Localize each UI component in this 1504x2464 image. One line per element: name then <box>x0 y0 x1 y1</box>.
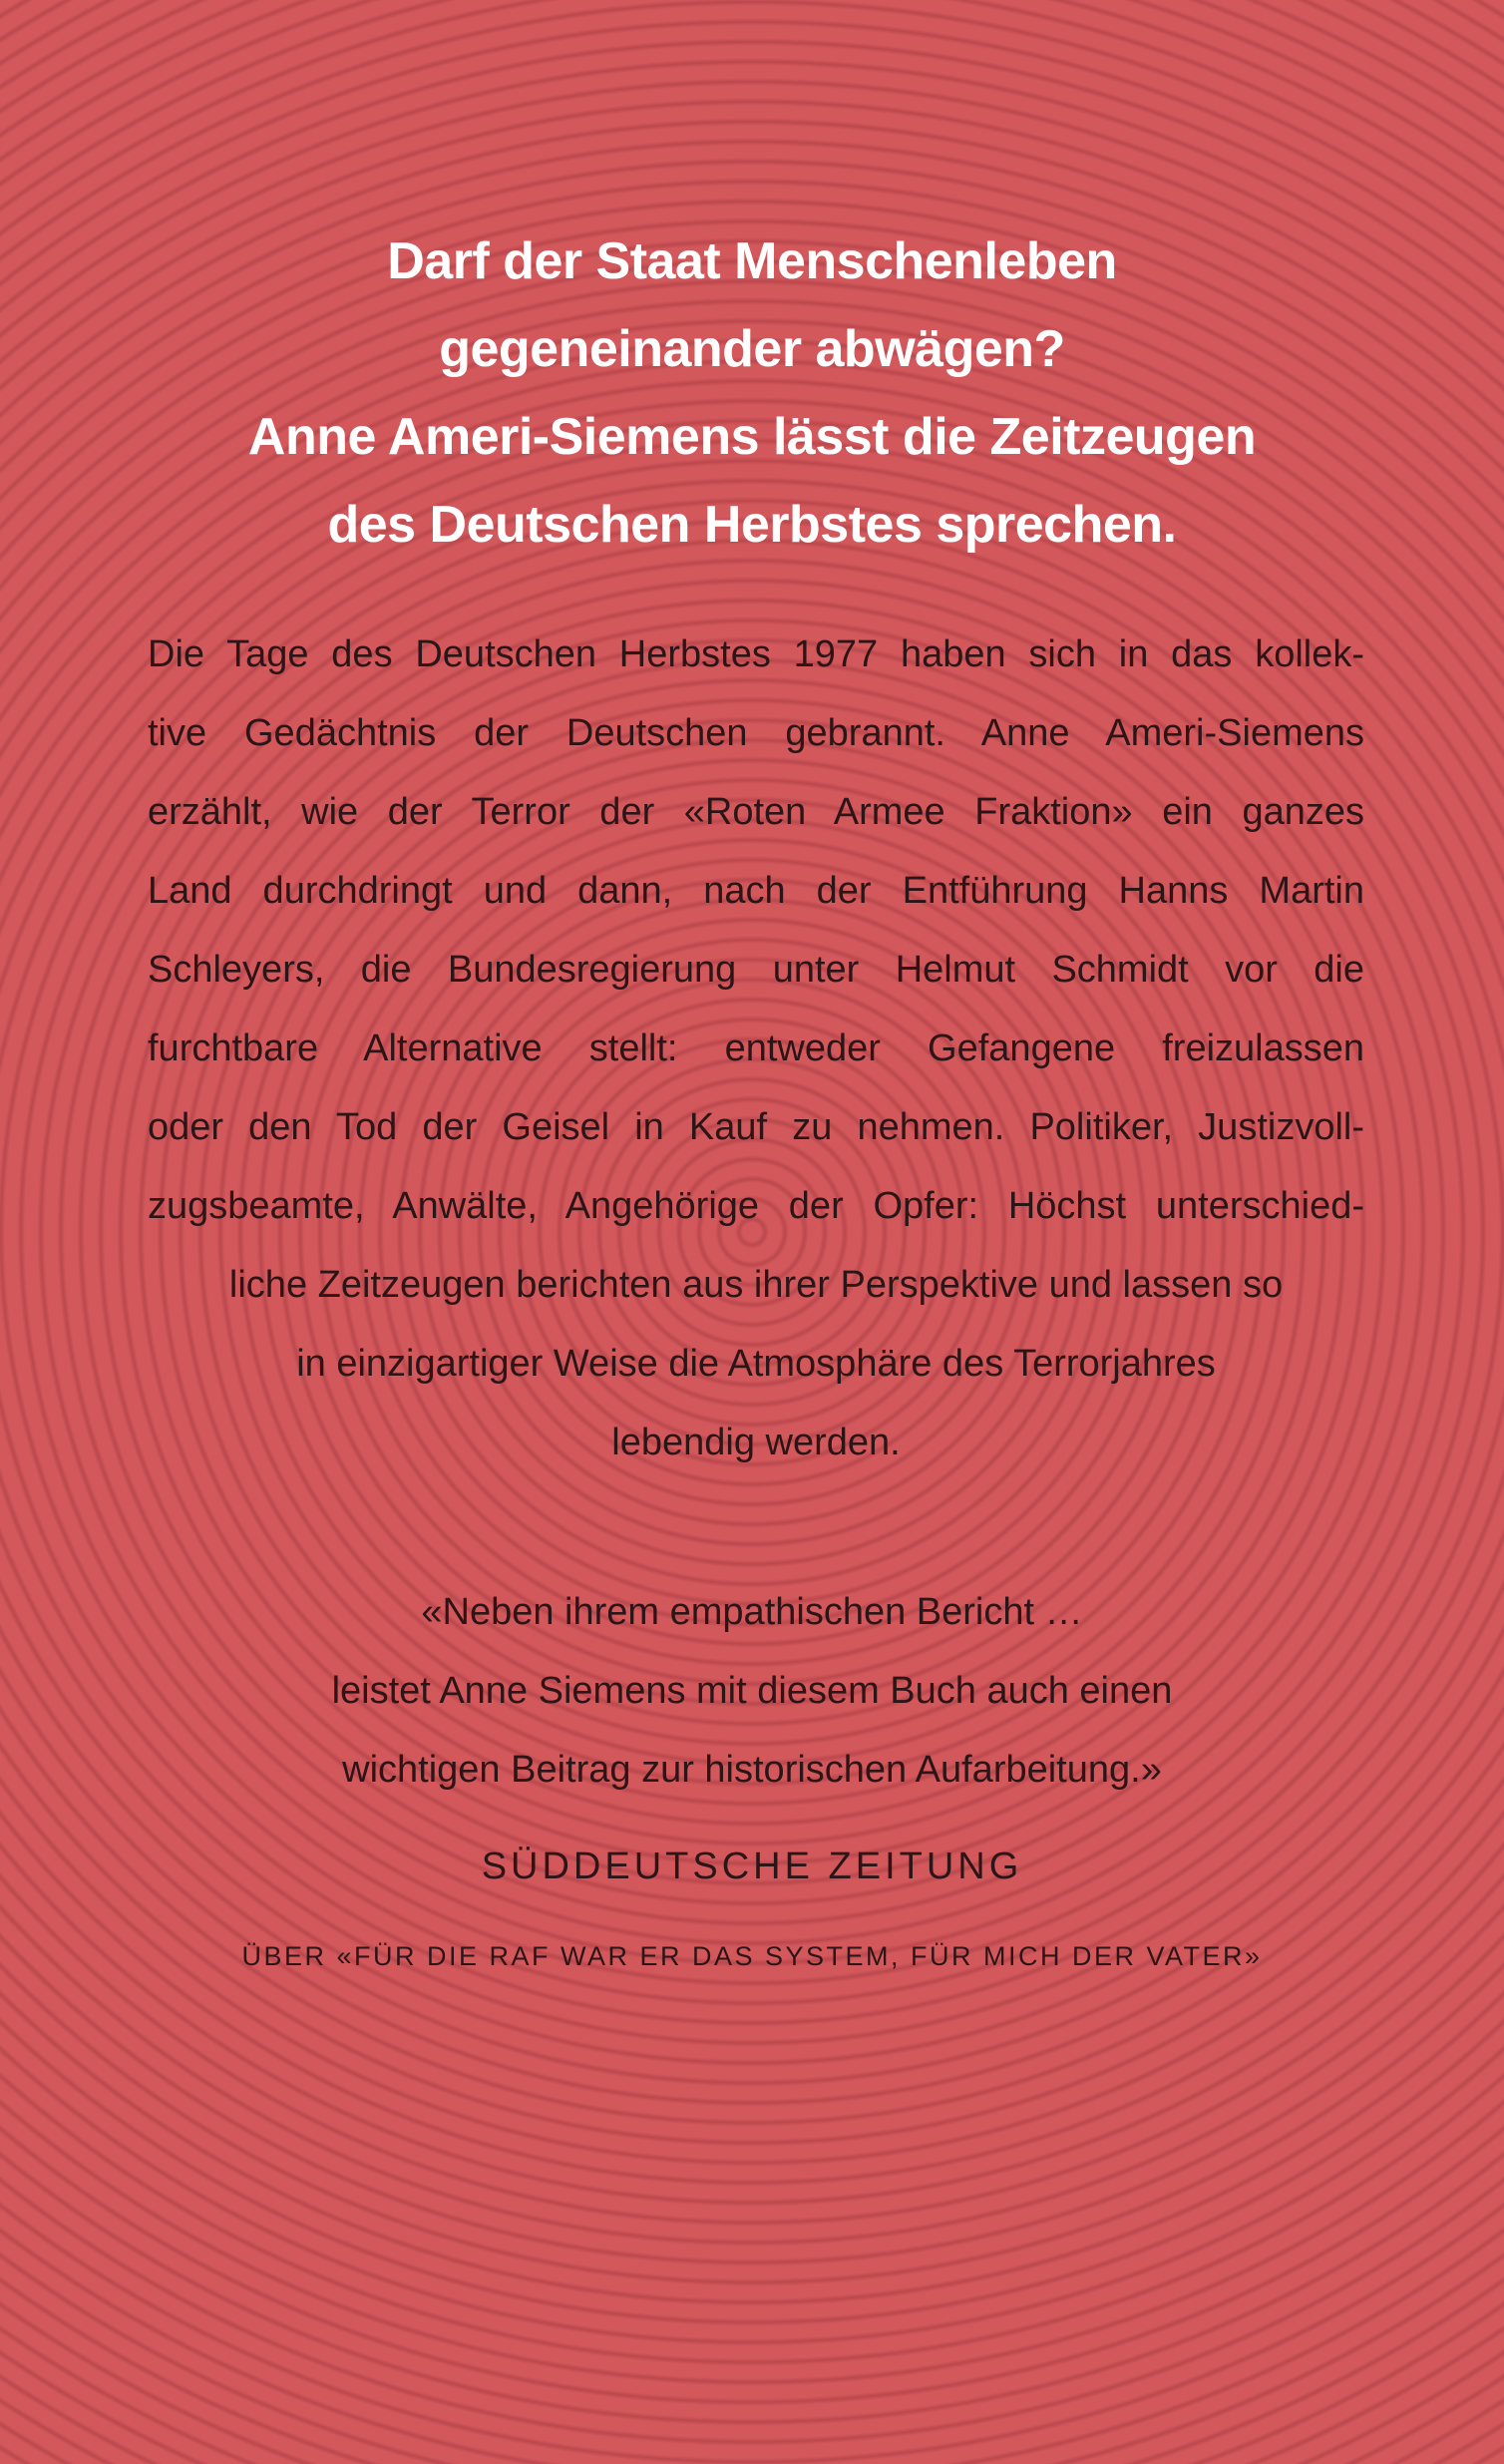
quote-line: wichtigen Beitrag zur historischen Aufarbeitung.» <box>342 1749 1162 1791</box>
headline <box>0 217 1504 569</box>
blurb-line: Die Tage des Deutschen Herbstes 1977 haben sich in das kollek- <box>148 633 1364 675</box>
blurb-line: erzählt, wie der Terror der «Roten Armee Fraktion» ein ganzes <box>148 791 1364 833</box>
headline-line: des Deutschen Herbstes sprechen. <box>327 496 1177 554</box>
blurb-line: tive Gedächtnis der Deutschen gebrannt. Anne Ameri-Siemens <box>148 712 1364 754</box>
quote-source: SÜDDEUTSCHE ZEITUNG <box>481 1846 1023 1887</box>
blurb-line: Land durchdringt und dann, nach der Entführung Hanns Martin <box>148 870 1364 912</box>
headline-line: Anne Ameri-Siemens lässt die Zeitzeugen <box>247 408 1257 466</box>
blurb-line: zugsbeamte, Anwälte, Angehörige der Opfer: Höchst unterschied- <box>148 1185 1364 1227</box>
blurb-line: liche Zeitzeugen berichten aus ihrer Perspektive und lassen so <box>228 1264 1284 1306</box>
blurb-paragraph <box>148 616 1364 1482</box>
blurb-line: Schleyers, die Bundesregierung unter Helmut Schmidt vor die <box>148 949 1364 991</box>
quote-line: «Neben ihrem empathischen Bericht … <box>421 1591 1083 1633</box>
quote-line: leistet Anne Siemens mit diesem Buch auch einen <box>331 1670 1173 1712</box>
headline-line: Darf der Staat Menschenleben <box>387 232 1117 290</box>
blurb-line: lebendig werden. <box>611 1422 901 1463</box>
press-quote <box>0 1573 1504 1810</box>
blurb-line: oder den Tod der Geisel in Kauf zu nehmen. Politiker, Justizvoll- <box>148 1106 1364 1148</box>
blurb-line: furchtbare Alternative stellt: entweder Gefangene freizulassen <box>148 1027 1364 1069</box>
quote-source-note: ÜBER «FÜR DIE RAF WAR ER DAS SYSTEM, FÜR MICH DER VATER» <box>241 1941 1263 1971</box>
headline-line: gegeneinander abwägen? <box>439 320 1065 378</box>
blurb-line: in einzigartiger Weise die Atmosphäre des Terrorjahres <box>296 1343 1216 1385</box>
